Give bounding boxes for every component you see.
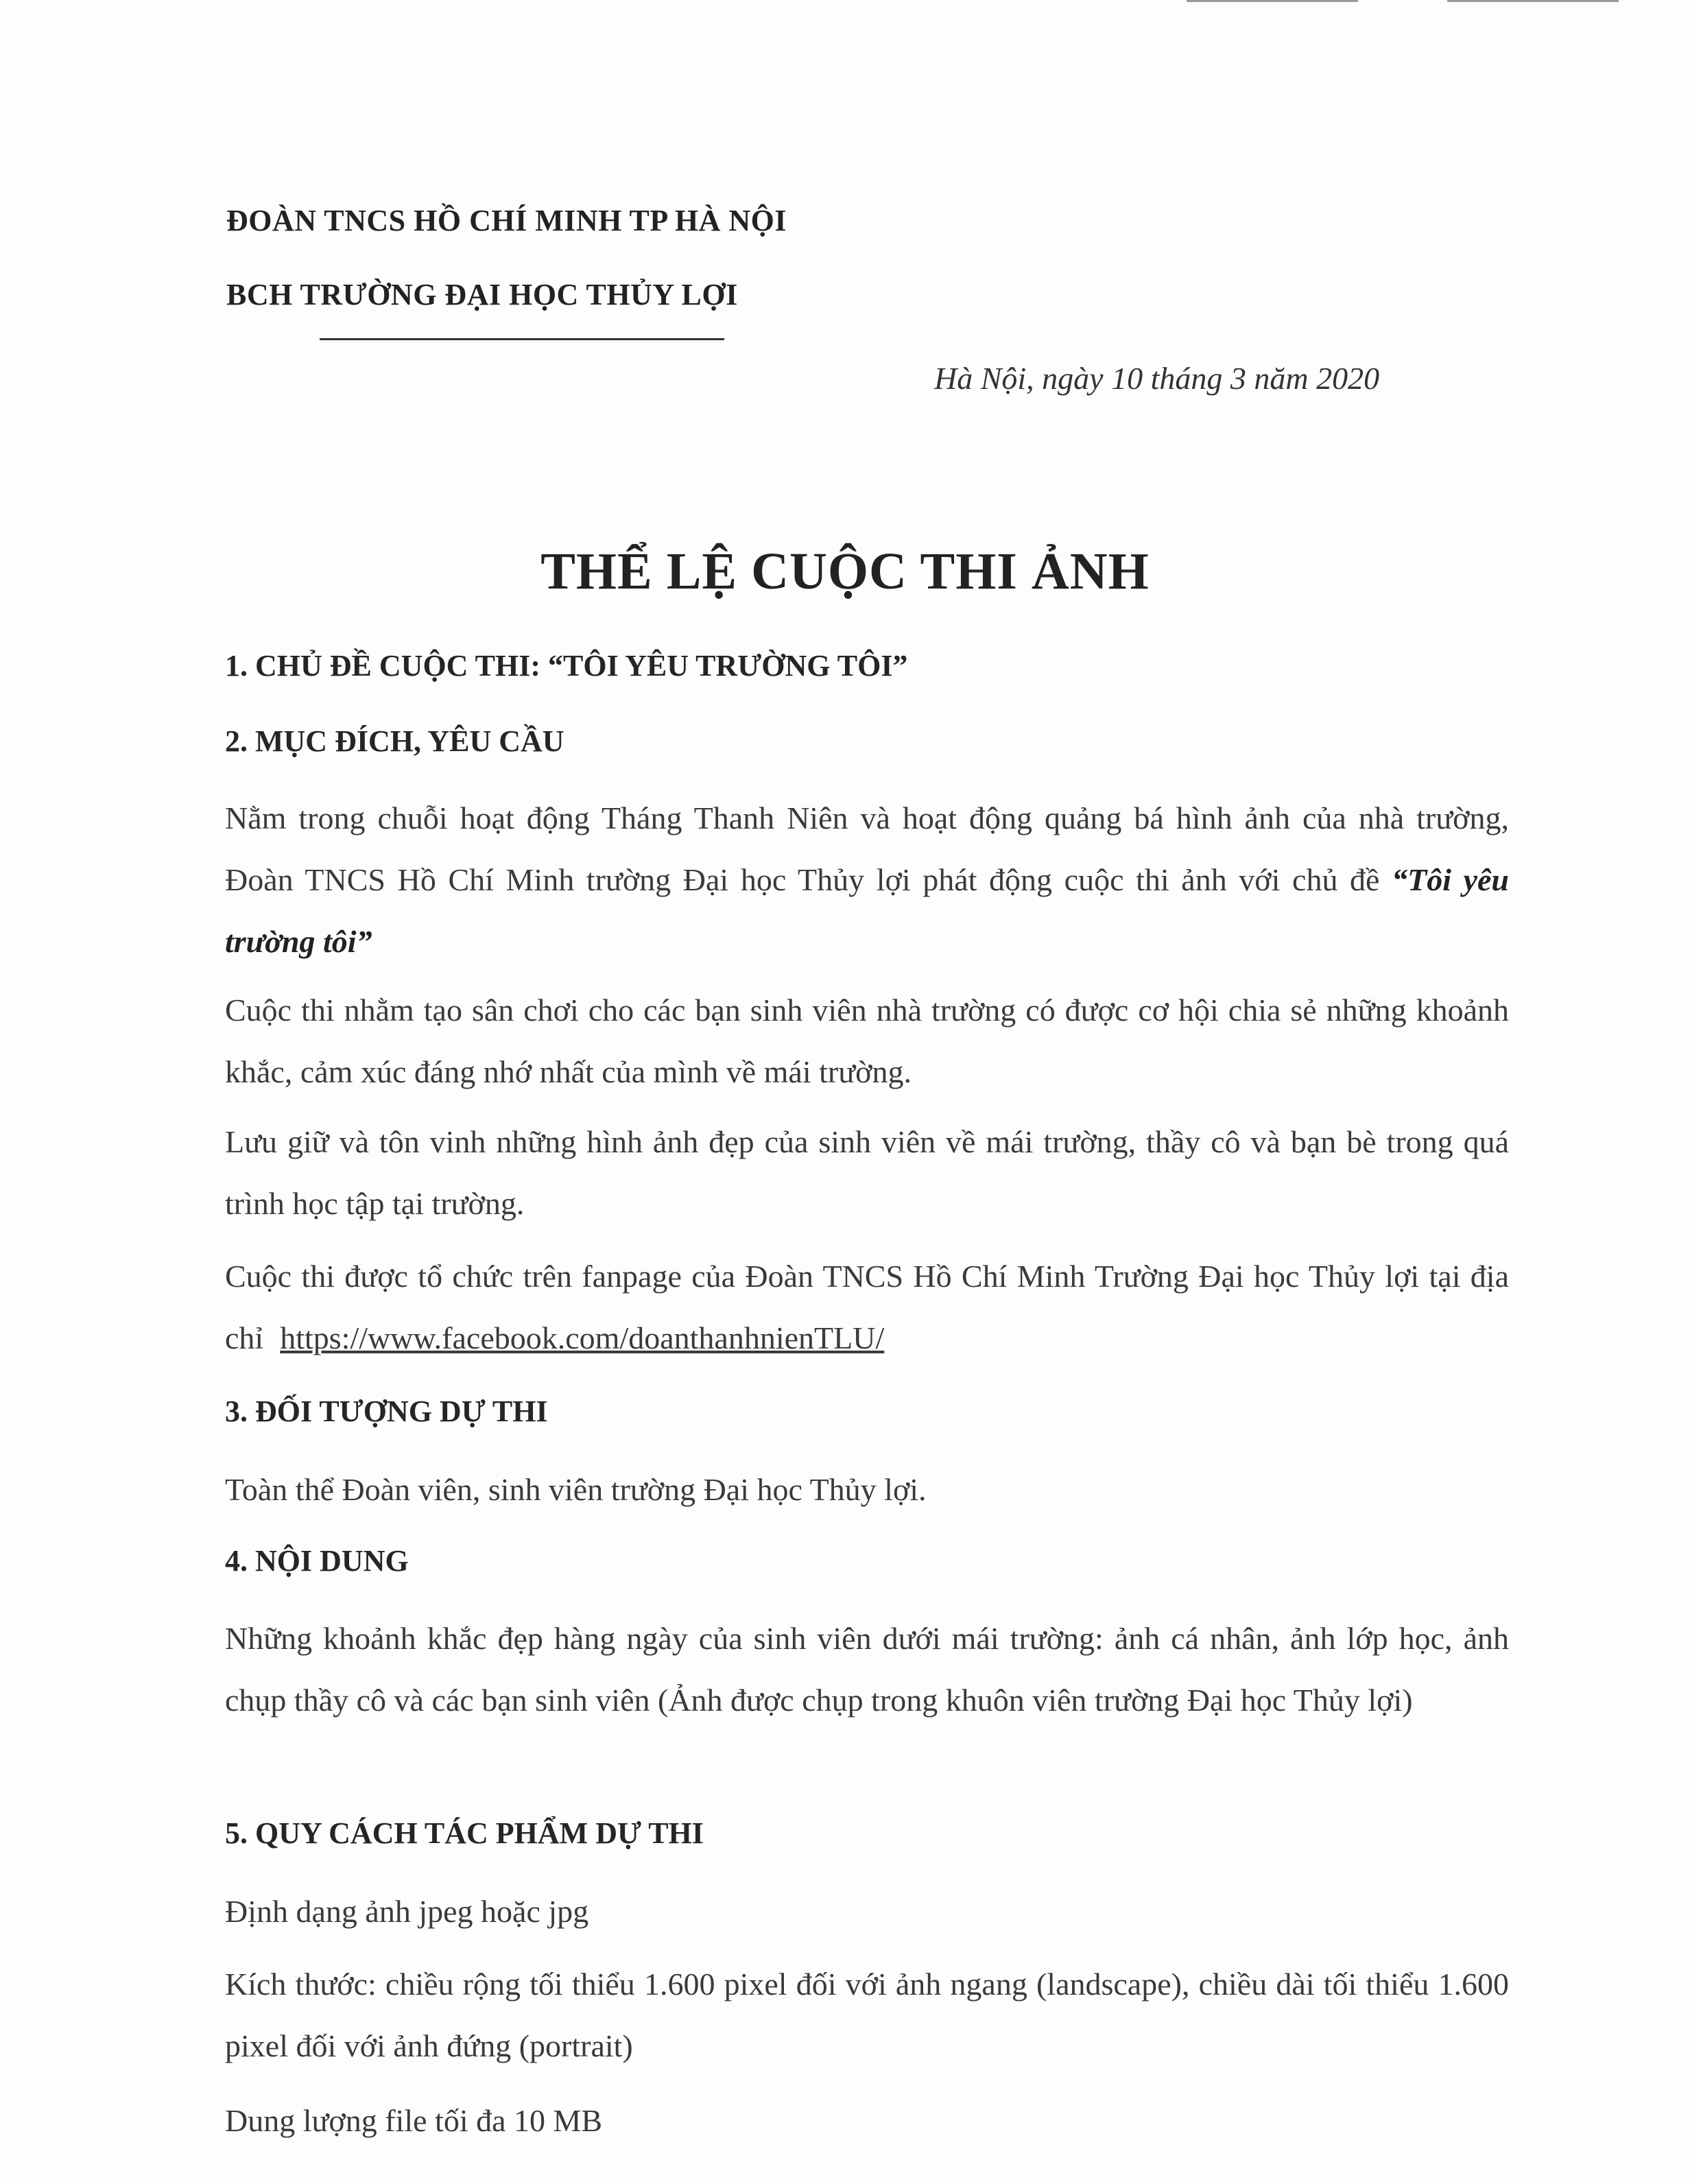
- section-5-heading: 5. QUY CÁCH TÁC PHẨM DỰ THI: [225, 1816, 704, 1850]
- theme-emphasis: “Tôi yêu trường tôi”: [225, 862, 1510, 959]
- section-5-paragraph-1: Định dạng ảnh jpeg hoặc jpg: [225, 1894, 589, 1929]
- paragraph-text: Nằm trong chuỗi hoạt động Tháng Thanh Niên và hoạt động quảng bá hình ảnh của nhà trường, Đoàn TNCS Hồ Chí Minh trường Đại học Thủy lợi phát động cuộc thi ảnh với chủ đề: [225, 800, 1509, 897]
- org-line-1: ĐOÀN TNCS HỒ CHÍ MINH TP HÀ NỘI: [226, 204, 787, 237]
- section-1-heading: 1. CHỦ ĐỀ CUỘC THI: “TÔI YÊU TRƯỜNG TÔI”: [225, 649, 908, 682]
- org-underline: [320, 338, 724, 340]
- section-3-paragraph-1: Toàn thể Đoàn viên, sinh viên trường Đại học Thủy lợi.: [225, 1472, 927, 1507]
- section-4-paragraph-1: Những khoảnh khắc đẹp hàng ngày của sinh viên dưới mái trường: ảnh cá nhân, ảnh lớp học, ảnh chụp thầy cô và các bạn sinh viên (Ảnh được chụp trong khuôn viên trường Đại học Thủy lợi): [225, 1621, 1509, 1718]
- scan-mark: [1187, 0, 1358, 2]
- fanpage-link[interactable]: https://www.facebook.com/doanthanhnienTLU/: [280, 1320, 885, 1355]
- section-2-heading: 2. MỤC ĐÍCH, YÊU CẦU: [225, 724, 564, 758]
- document-title: THỂ LỆ CUỘC THI ẢNH: [540, 543, 1150, 600]
- document-date: Hà Nội, ngày 10 tháng 3 năm 2020: [934, 361, 1380, 396]
- section-4-heading: 4. NỘI DUNG: [225, 1544, 409, 1578]
- section-2-paragraph-4: [225, 1246, 1509, 1369]
- section-2-paragraph-1: [225, 787, 1509, 973]
- scan-mark: [1447, 0, 1619, 2]
- section-5-paragraph-2: Kích thước: chiều rộng tối thiểu 1.600 pixel đối với ảnh ngang (landscape), chiều dài tối thiểu 1.600 pixel đối với ảnh đứng (portrait): [225, 1967, 1509, 2063]
- section-2-paragraph-3: Lưu giữ và tôn vinh những hình ảnh đẹp của sinh viên về mái trường, thầy cô và bạn bè trong quá trình học tập tại trường.: [225, 1124, 1509, 1221]
- paragraph-text: Cuộc thi được tổ chức trên fanpage của Đoàn TNCS Hồ Chí Minh Trường Đại học Thủy lợi tại địa chỉ: [225, 1259, 1509, 1355]
- section-2-paragraph-2: Cuộc thi nhằm tạo sân chơi cho các bạn sinh viên nhà trường có được cơ hội chia sẻ những khoảnh khắc, cảm xúc đáng nhớ nhất của mình về mái trường.: [225, 993, 1509, 1089]
- org-line-2: BCH TRƯỜNG ĐẠI HỌC THỦY LỢI: [226, 278, 738, 311]
- section-3-heading: 3. ĐỐI TƯỢNG DỰ THI: [225, 1394, 548, 1428]
- section-5-paragraph-3: Dung lượng file tối đa 10 MB: [225, 2103, 603, 2138]
